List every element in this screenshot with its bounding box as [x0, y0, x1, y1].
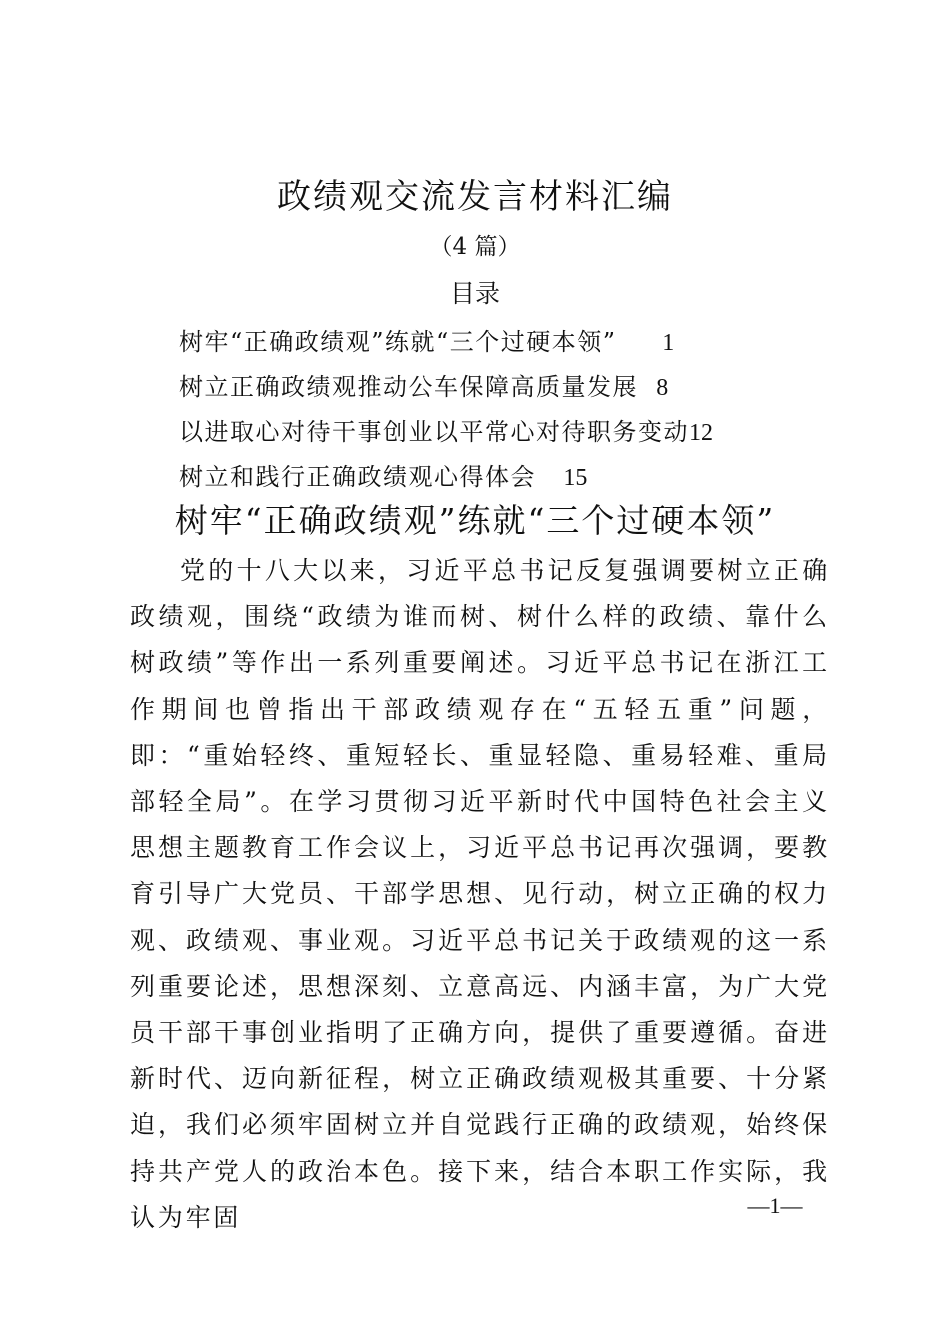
toc-item[interactable] — [179, 410, 879, 455]
document-title: 政绩观交流发言材料汇编 — [277, 177, 673, 217]
toc-item-page: 15 — [563, 465, 588, 491]
document-count: （4 篇） — [429, 234, 521, 260]
toc-item-title: 以进取心对待干事创业以平常心对待职务变动 — [179, 418, 689, 446]
toc-item-spacer — [638, 373, 656, 401]
toc-item-spacer — [617, 328, 663, 356]
toc-item[interactable] — [179, 365, 879, 410]
toc-item-title: 树立和践行正确政绩观心得体会 — [179, 463, 536, 491]
toc-item[interactable] — [179, 455, 879, 500]
toc-item-page: 1 — [662, 330, 675, 356]
toc-heading: 目录 — [449, 279, 500, 308]
toc-item-spacer — [536, 463, 563, 491]
toc-item-title: 树牢“正确政绩观”练就“三个过硬本领” — [179, 328, 617, 356]
toc-item[interactable] — [179, 320, 879, 365]
toc-item-page: 12 — [689, 420, 713, 446]
article-title: 树牢“正确政绩观”练就“三个过硬本领” — [174, 501, 776, 540]
article-body: 党的十八大以来，习近平总书记反复强调要树立正确政绩观，围绕“政绩为谁而树、树什么样的政绩、靠什么树政绩”等作出一系列重要阐述。习近平总书记在浙江工作期间也曾指出干部政绩观存在“五轻五重”问题，即：“重始轻终、重短轻长、重显轻隐、重易轻难、重局部轻全局”。在学习贯彻习近平新时代中国特色社会主义思想主题教育工作会议上，习近平总书记再次强调，要教育引导广大党员、干部学思想、见行动，树立正确的权力观、政绩观、事业观。习近平总书记关于政绩观的这一系列重要论述，思想深刻、立意高远、内涵丰富，为广大党员干部干事创业指明了正确方向，提供了重要遵循。奋进新时代、迈向新征程，树立正确政绩观极其重要、十分紧迫，我们必须牢固树立并自觉践行正确的政绩观，始终保持共产党人的政治本色。接下来，结合本职工作实际，我认为牢固 — [130, 556, 830, 1232]
toc-item-title: 树立正确政绩观推动公车保障高质量发展 — [179, 373, 638, 401]
toc-item-page: 8 — [656, 375, 669, 401]
table-of-contents — [179, 320, 879, 500]
page-number: —1— — [747, 1193, 803, 1218]
